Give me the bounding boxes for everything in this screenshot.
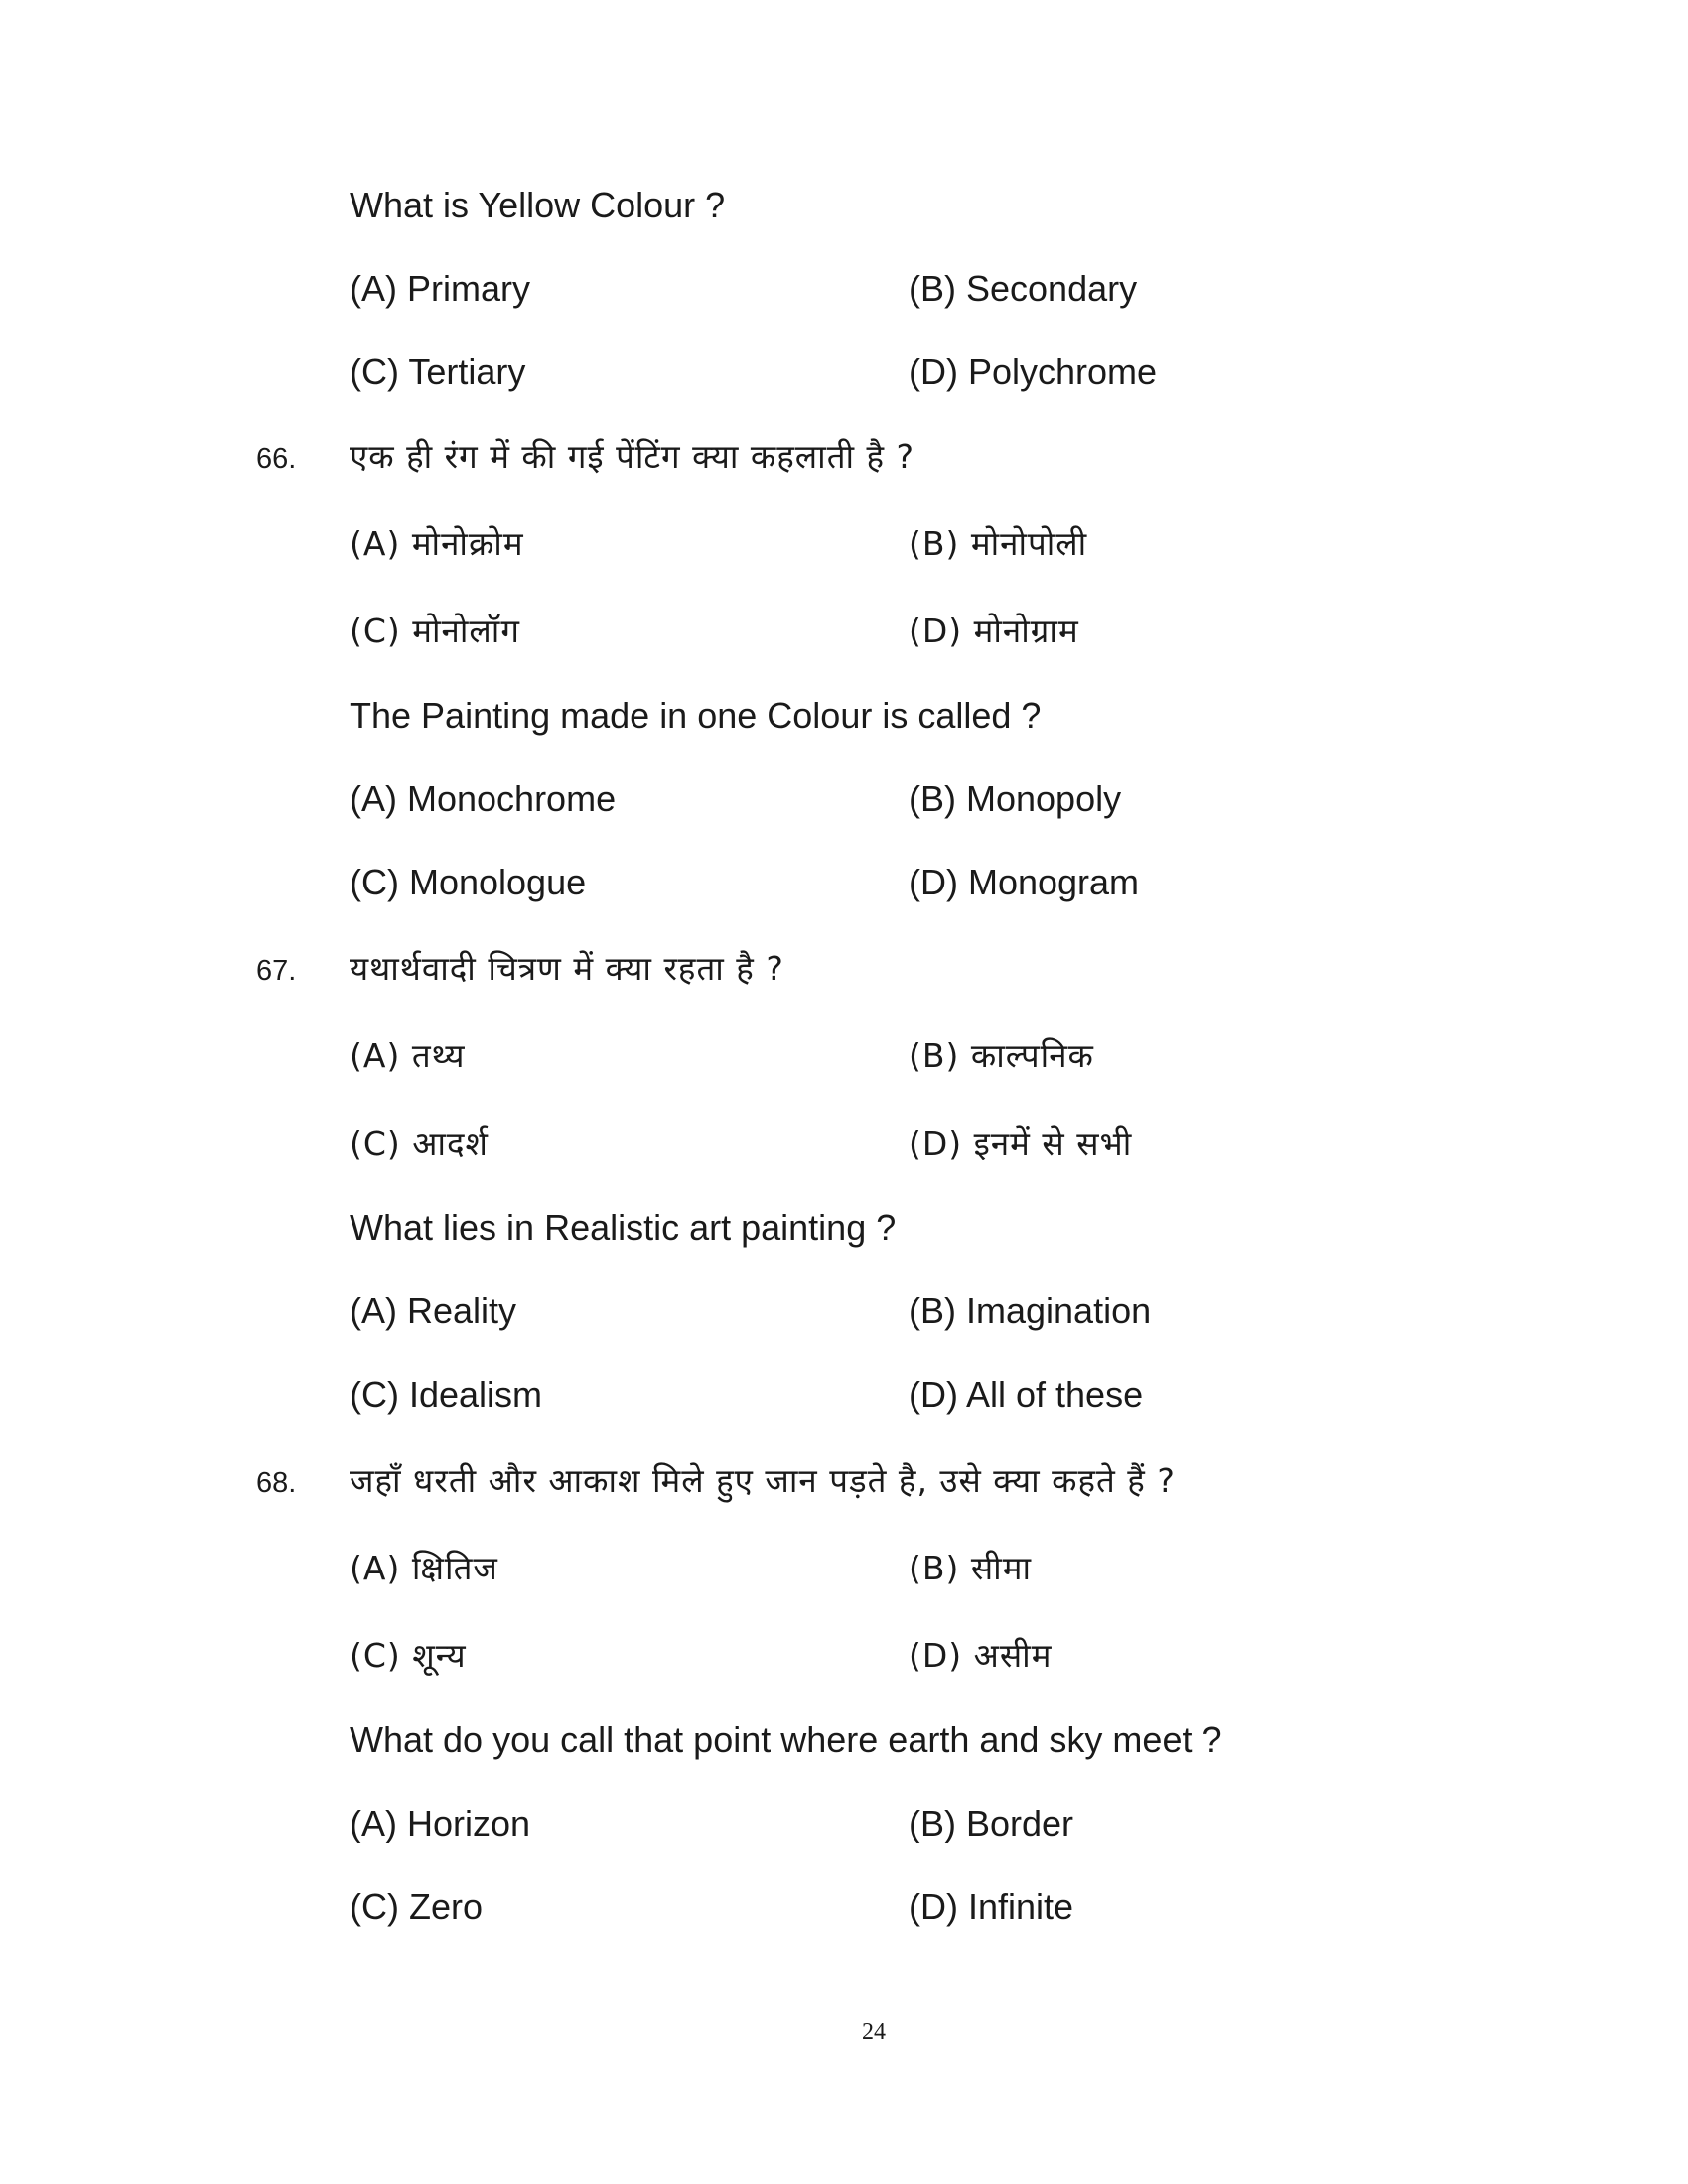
question-66-hindi: एक ही रंग में की गई पेंटिंग क्या कहलाती है ? bbox=[350, 437, 915, 476]
option-b: (B) Border bbox=[909, 1803, 1074, 1843]
option-c: (C) आदर्श bbox=[350, 1124, 489, 1162]
option-a: (A) Reality bbox=[350, 1291, 517, 1331]
option-a: (A) तथ्य bbox=[350, 1036, 466, 1075]
question-66-english: The Painting made in one Colour is called ? bbox=[350, 695, 1042, 736]
option-a: (A) Primary bbox=[350, 268, 530, 309]
question-number-68: 68. bbox=[256, 1467, 297, 1499]
option-c: (C) Monologue bbox=[350, 862, 587, 902]
question-65-english: What is Yellow Colour ? bbox=[350, 185, 726, 225]
question-68-english: What do you call that point where earth and sky meet ? bbox=[350, 1719, 1222, 1760]
option-b: (B) Monopoly bbox=[909, 778, 1122, 819]
option-d: (D) Polychrome bbox=[909, 351, 1158, 392]
page-number: 24 bbox=[862, 2019, 886, 2045]
option-d: (D) मोनोग्राम bbox=[909, 612, 1079, 650]
question-67-hindi: यथार्थवादी चित्रण में क्या रहता है ? bbox=[350, 949, 784, 988]
question-number-67: 67. bbox=[256, 955, 297, 987]
option-c: (C) Tertiary bbox=[350, 351, 526, 392]
option-d: (D) इनमें से सभी bbox=[909, 1124, 1133, 1162]
option-c: (C) Zero bbox=[350, 1886, 483, 1927]
option-b: (B) काल्पनिक bbox=[909, 1036, 1094, 1075]
option-b: (B) Secondary bbox=[909, 268, 1138, 309]
option-d: (D) Monogram bbox=[909, 862, 1140, 902]
option-a: (A) Monochrome bbox=[350, 778, 617, 819]
option-d: (D) Infinite bbox=[909, 1886, 1074, 1927]
option-a: (A) मोनोक्रोम bbox=[350, 524, 524, 563]
question-number-66: 66. bbox=[256, 443, 297, 475]
option-b: (B) सीमा bbox=[909, 1549, 1033, 1587]
option-c: (C) Idealism bbox=[350, 1374, 543, 1415]
question-68-hindi: जहाँ धरती और आकाश मिले हुए जान पड़ते है, उसे क्या कहते हैं ? bbox=[350, 1461, 1176, 1500]
option-b: (B) Imagination bbox=[909, 1291, 1152, 1331]
option-a: (A) क्षितिज bbox=[350, 1549, 498, 1587]
option-c: (C) शून्य bbox=[350, 1636, 467, 1675]
option-b: (B) मोनोपोली bbox=[909, 524, 1088, 563]
option-a: (A) Horizon bbox=[350, 1803, 531, 1843]
question-67-english: What lies in Realistic art painting ? bbox=[350, 1207, 897, 1248]
option-d: (D) All of these bbox=[909, 1374, 1144, 1415]
option-c: (C) मोनोलॉग bbox=[350, 612, 520, 650]
option-d: (D) असीम bbox=[909, 1636, 1053, 1675]
